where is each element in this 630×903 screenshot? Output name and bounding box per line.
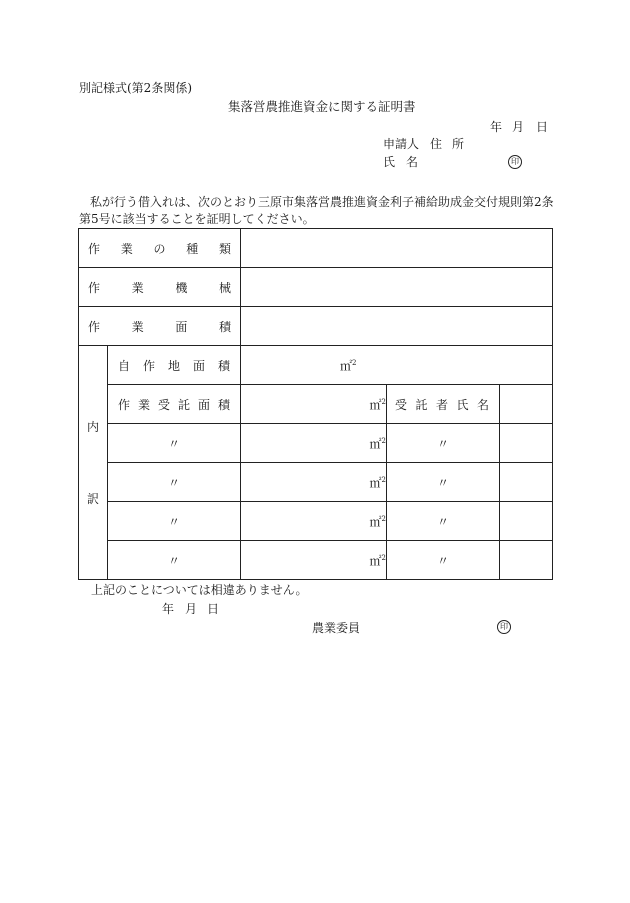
contract-area-label: 作 業 受 託 面 積	[108, 385, 241, 424]
body-text-line-1: 私が行う借入れは、次のとおり三原市集落営農推進資金利子補給助成金交付規則第2条	[90, 195, 554, 209]
work-type-value[interactable]	[241, 229, 553, 268]
contractor-name-ditto[interactable]: 〃	[387, 424, 500, 463]
contractor-name-label: 受 託 者 氏 名	[387, 385, 500, 424]
table-row	[79, 541, 553, 580]
ditto-mark: 〃	[108, 541, 241, 580]
contract-area-value-4[interactable]: ㎡$^2$	[241, 502, 387, 541]
work-area-value[interactable]	[241, 307, 553, 346]
name-label-2: 名	[406, 155, 419, 169]
own-land-area-label: 自 作 地 面 積	[108, 346, 241, 385]
contract-area-value-2[interactable]: ㎡$^2$	[241, 424, 387, 463]
ditto-mark: 〃	[108, 424, 241, 463]
breakdown-label: 内 訳	[79, 346, 108, 580]
form-number: 別記様式(第2条関係)	[79, 81, 192, 95]
footer-date-year: 年	[162, 602, 175, 616]
contract-area-value-1[interactable]: ㎡$^2$	[241, 385, 387, 424]
work-machine-value[interactable]	[241, 268, 553, 307]
contract-area-value-3[interactable]: ㎡$^2$	[241, 463, 387, 502]
work-area-label: 作 業 面 積	[79, 307, 241, 346]
row-own-land	[79, 346, 553, 385]
contractor-name-ditto[interactable]: 〃	[387, 463, 500, 502]
name-label-1: 氏	[383, 155, 396, 169]
header-date-month: 月	[512, 120, 525, 134]
work-machine-label: 作 業 機 械	[79, 268, 241, 307]
header-date-year: 年	[490, 120, 503, 134]
seal-cell-1[interactable]	[500, 385, 553, 424]
document-title: 集落営農推進資金に関する証明書	[228, 99, 416, 114]
address-label-1: 住	[430, 137, 443, 151]
ditto-mark: 〃	[108, 463, 241, 502]
seal-cell-2[interactable]	[500, 424, 553, 463]
certificate-table	[78, 228, 553, 580]
seal-cell-4[interactable]	[500, 502, 553, 541]
table-row	[79, 463, 553, 502]
row-work-area	[79, 307, 553, 346]
address-label-2: 所	[452, 137, 465, 151]
row-work-machine	[79, 268, 553, 307]
applicant-label: 申請人	[383, 137, 420, 151]
seal-cell-5[interactable]	[500, 541, 553, 580]
contract-area-value-5[interactable]: ㎡$^2$	[241, 541, 387, 580]
footer-date-month: 月	[185, 602, 198, 616]
table-row	[79, 424, 553, 463]
committee-label: 農業委員	[312, 621, 361, 635]
footer-statement: 上記のことについては相違ありません。	[91, 583, 308, 597]
committee-seal-mark: 印	[497, 620, 511, 634]
seal-cell-3[interactable]	[500, 463, 553, 502]
applicant-seal-mark: 印	[508, 155, 522, 169]
contractor-name-ditto[interactable]: 〃	[387, 502, 500, 541]
header-date-day: 日	[536, 120, 549, 134]
body-text-line-2: 第5号に該当することを証明してください。	[79, 212, 315, 226]
own-land-area-value[interactable]	[241, 346, 553, 385]
row-contract-area-header	[79, 385, 553, 424]
row-work-type	[79, 229, 553, 268]
own-land-unit: ㎡$^2$	[340, 358, 357, 373]
footer-date-day: 日	[207, 602, 220, 616]
table-row	[79, 502, 553, 541]
work-type-label: 作 業 の 種 類	[79, 229, 241, 268]
ditto-mark: 〃	[108, 502, 241, 541]
contractor-name-ditto[interactable]: 〃	[387, 541, 500, 580]
